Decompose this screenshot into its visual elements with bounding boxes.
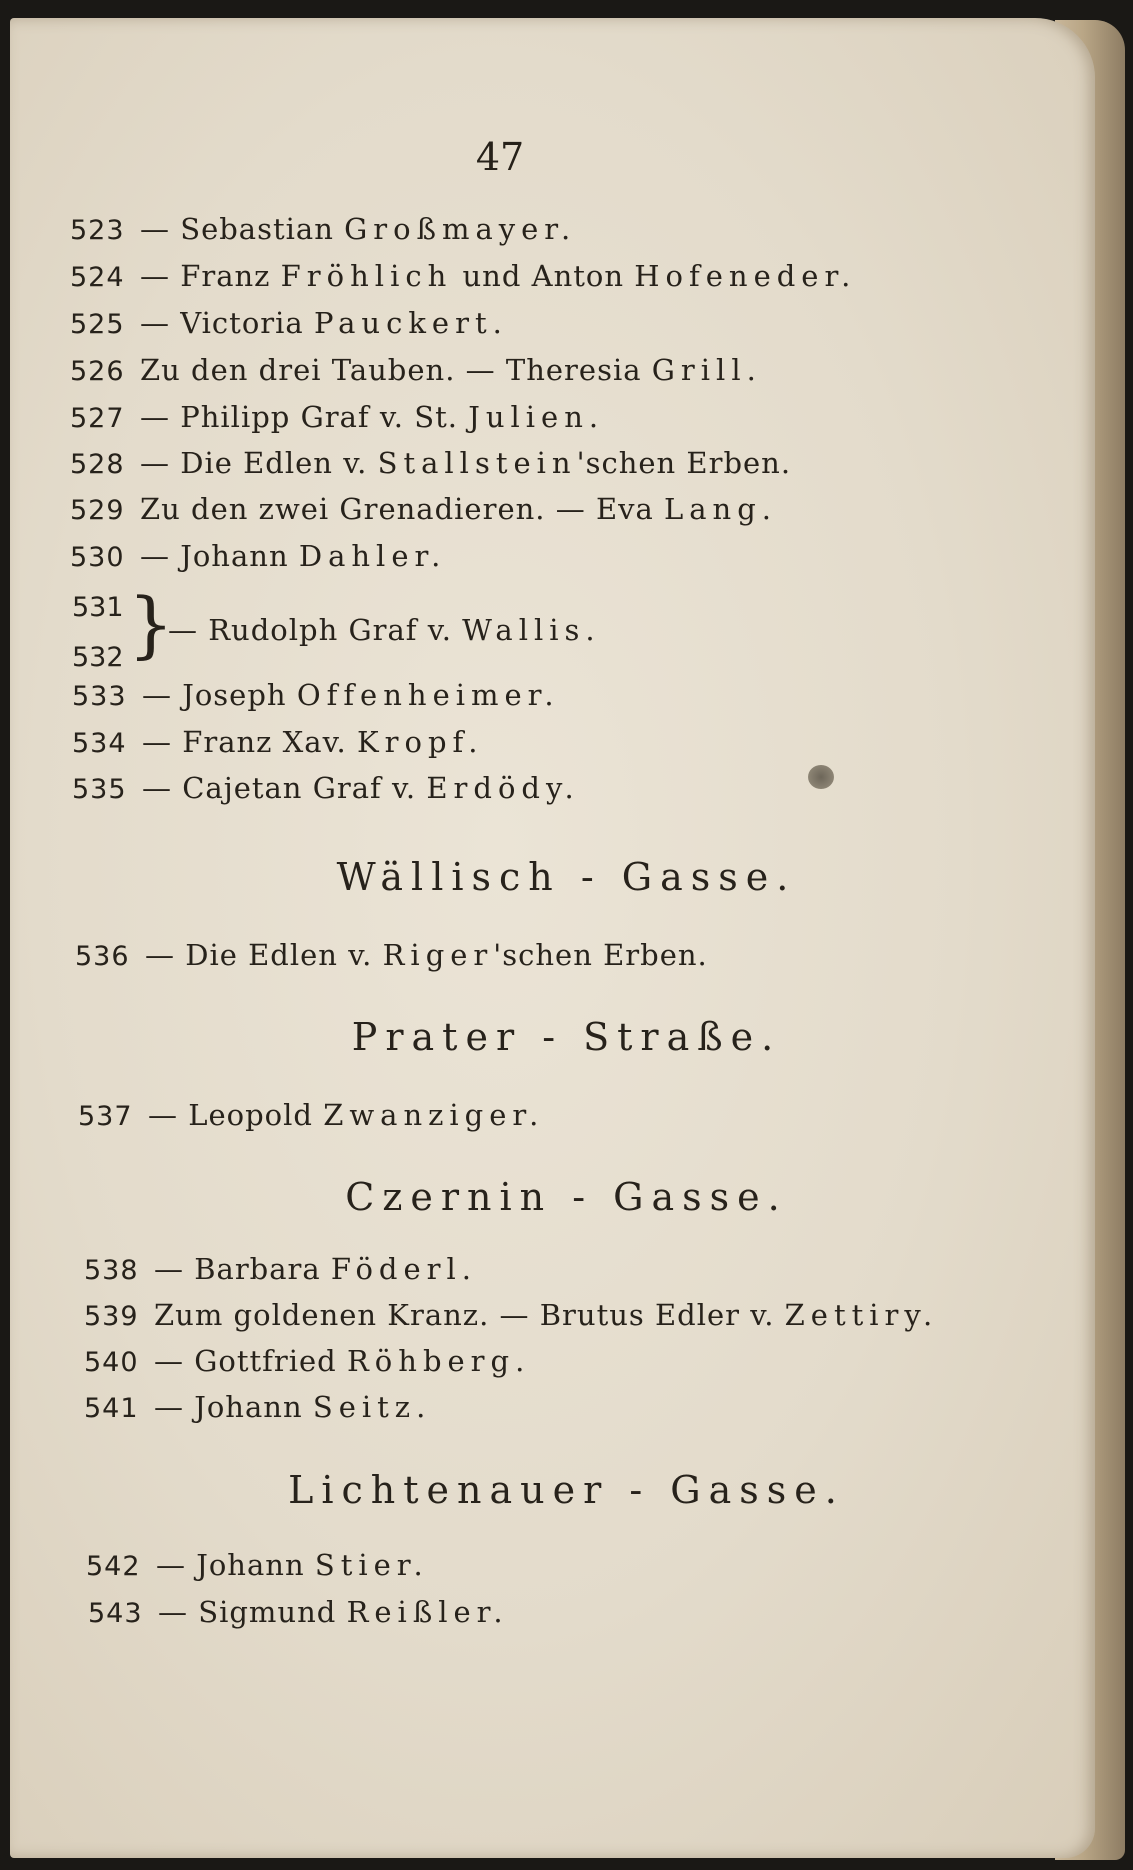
entry-name: Riger	[382, 938, 494, 972]
house-number: 537	[78, 1101, 133, 1132]
entry-name: Lang.	[664, 492, 778, 526]
entry-name: Stier.	[314, 1548, 429, 1582]
list-item	[84, 1252, 477, 1286]
entry-name: Zwanziger.	[323, 1098, 545, 1132]
list-item	[72, 678, 560, 712]
house-number: 523	[70, 215, 125, 246]
list-item	[70, 400, 604, 434]
entry-text: — Franz	[140, 259, 281, 293]
street-heading: Wällisch - Gasse.	[336, 855, 797, 899]
house-number: 532	[72, 642, 124, 673]
list-item	[70, 259, 856, 293]
entry-text: Zu den zwei Grenadieren. — Eva	[140, 492, 664, 526]
entry-text: Zum goldenen Kranz. — Brutus Edler v.	[154, 1298, 785, 1332]
entry-text: — Cajetan Graf v.	[142, 771, 427, 805]
list-item	[70, 353, 762, 387]
entry-text: und Anton	[452, 259, 635, 293]
entry-text: — Sebastian	[140, 212, 345, 246]
entry-name: Seitz.	[312, 1390, 432, 1424]
house-number: 529	[70, 495, 125, 526]
house-number: 533	[72, 681, 127, 712]
entry-text: Zu den drei Tauben. — Theresia	[140, 353, 652, 387]
house-number: 538	[84, 1255, 139, 1286]
list-item	[86, 1548, 429, 1582]
entry-text: — Philipp Graf v. St.	[140, 400, 469, 434]
entry-text: 'schen Erben.	[493, 938, 708, 972]
entry-text: — Die Edlen v.	[145, 938, 383, 972]
list-item	[168, 613, 601, 647]
list-item	[72, 725, 483, 759]
entry-name: Dahler.	[298, 539, 447, 573]
house-number: 539	[84, 1301, 139, 1332]
ink-spot	[808, 765, 834, 789]
entry-text: — Rudolph Graf v.	[168, 613, 463, 647]
house-number: 527	[70, 403, 125, 434]
house-number: 528	[70, 449, 125, 480]
list-item	[70, 446, 791, 480]
list-item	[84, 1298, 938, 1332]
entry-text: — Gottfried	[154, 1344, 347, 1378]
street-heading: Prater - Straße.	[351, 1015, 782, 1059]
house-number: 536	[75, 941, 130, 972]
house-number: 525	[70, 309, 125, 340]
house-number: 524	[70, 262, 125, 293]
list-item	[70, 539, 446, 573]
street-heading: Lichtenauer - Gasse.	[288, 1468, 845, 1512]
list-item	[78, 1098, 544, 1132]
entry-name: Großmayer.	[344, 212, 577, 246]
page-number: 47	[475, 135, 525, 179]
entry-name: Fröhlich	[280, 259, 453, 293]
list-item	[72, 771, 580, 805]
entry-text: — Victoria	[140, 306, 314, 340]
list-item	[70, 492, 777, 526]
entry-name: Wallis.	[462, 613, 601, 647]
entry-name: Erdödy.	[426, 771, 580, 805]
entry-name: Hofeneder.	[634, 259, 857, 293]
entry-name: Föderl.	[330, 1252, 477, 1286]
entry-text: — Johann	[156, 1548, 315, 1582]
entry-name: Röhberg.	[346, 1344, 531, 1378]
house-number: 530	[70, 542, 125, 573]
entry-name: Stallstein	[377, 446, 577, 480]
house-number: 531	[72, 592, 124, 623]
entry-name: Zettiry.	[784, 1298, 939, 1332]
entry-name: Julien.	[468, 400, 605, 434]
house-number: 535	[72, 774, 127, 805]
entry-name: Grill.	[651, 353, 762, 387]
entry-text: 'schen Erben.	[576, 446, 792, 480]
entry-text: — Sigmund	[158, 1595, 347, 1629]
house-number: 526	[70, 356, 125, 387]
list-item	[84, 1390, 431, 1424]
entry-text: — Barbara	[154, 1252, 331, 1286]
entry-name: Offenheimer.	[296, 678, 560, 712]
street-heading: Czernin - Gasse.	[345, 1175, 788, 1219]
entry-text: — Johann	[140, 539, 299, 573]
brace-numbers	[72, 588, 124, 678]
list-item	[75, 938, 708, 972]
house-number: 542	[86, 1551, 141, 1582]
list-item	[70, 306, 508, 340]
entry-name: Pauckert.	[313, 306, 508, 340]
entry-name: Reißler.	[346, 1595, 509, 1629]
entry-text: — Die Edlen v.	[140, 446, 378, 480]
entry-text: — Leopold	[148, 1098, 324, 1132]
house-number: 541	[84, 1393, 139, 1424]
entry-text: — Joseph	[142, 678, 297, 712]
house-number: 540	[84, 1347, 139, 1378]
curly-brace: }	[128, 582, 174, 666]
list-item	[88, 1595, 509, 1629]
house-number: 534	[72, 728, 127, 759]
entry-text: — Johann	[154, 1390, 313, 1424]
house-number: 543	[88, 1598, 143, 1629]
entry-text: — Franz Xav.	[142, 725, 357, 759]
list-item	[84, 1344, 530, 1378]
list-item	[70, 212, 576, 246]
entry-name: Kropf.	[356, 725, 484, 759]
